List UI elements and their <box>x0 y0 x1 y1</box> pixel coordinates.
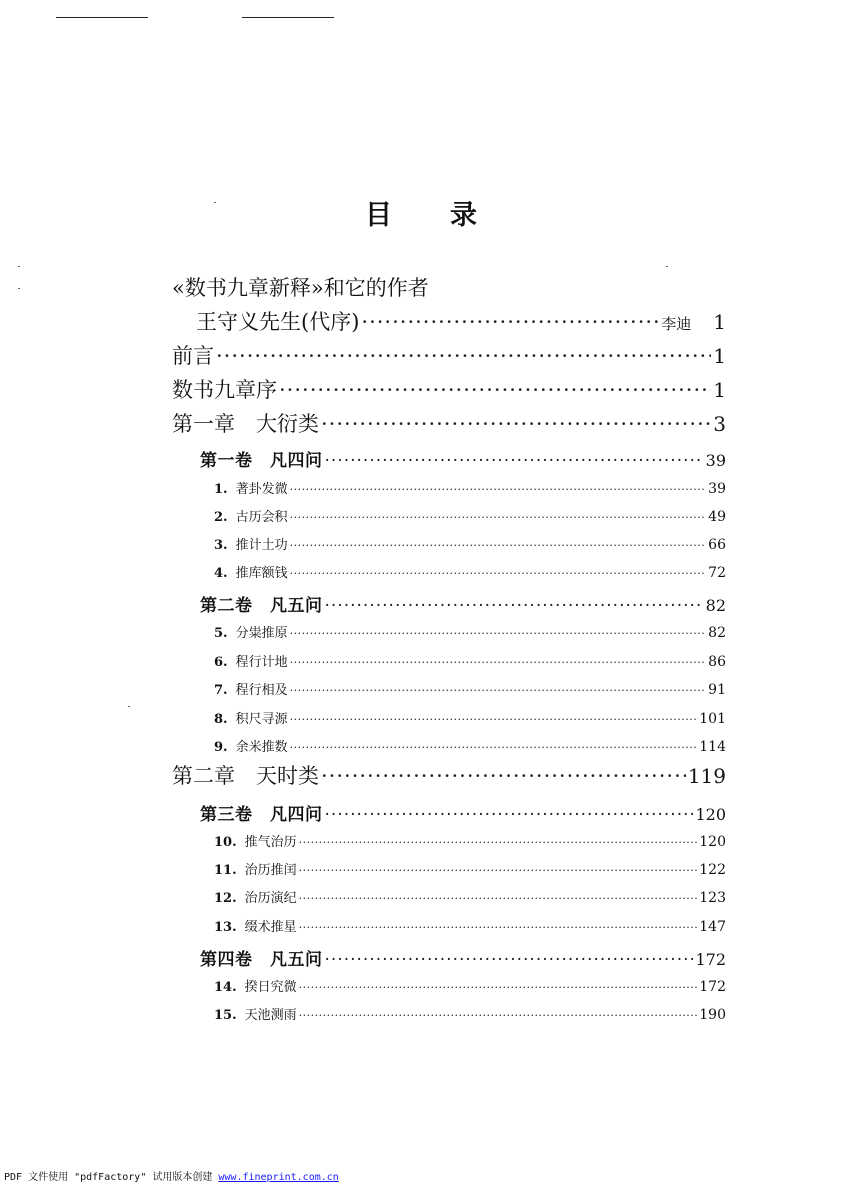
toc-page: 39 <box>705 451 726 470</box>
toc-item[interactable] <box>214 887 726 907</box>
toc-label: 第一章 大衍类 <box>172 412 319 436</box>
leader-dots <box>290 713 698 726</box>
toc-page: 120 <box>699 834 726 850</box>
toc-page: 72 <box>708 565 726 581</box>
leader-dots <box>299 836 698 849</box>
leader-dots <box>290 567 707 580</box>
scan-speck <box>214 202 216 203</box>
item-number: 1. <box>214 482 228 497</box>
leader-dots <box>321 764 686 788</box>
toc-label: «数书九章新释»和它的作者 <box>172 276 429 300</box>
toc-label: 推计土功 <box>235 538 288 553</box>
toc-item[interactable] <box>214 916 726 936</box>
toc-item[interactable] <box>214 831 726 851</box>
toc-item[interactable] <box>214 859 726 879</box>
toc-label: 缀术推星 <box>244 920 297 935</box>
toc-page: 120 <box>695 805 726 824</box>
toc-page: 172 <box>695 950 726 969</box>
leader-dots <box>299 981 698 994</box>
toc-label: 数书九章序 <box>172 378 277 402</box>
leader-dots <box>299 921 698 934</box>
toc-volume-3[interactable] <box>200 800 726 824</box>
pdf-footer <box>4 1168 339 1183</box>
toc-item[interactable] <box>214 651 726 671</box>
toc-page: 123 <box>699 890 726 906</box>
item-number: 4. <box>214 566 228 581</box>
toc-item[interactable] <box>214 562 726 582</box>
scan-speck <box>18 266 20 267</box>
toc-page: 147 <box>699 919 726 935</box>
leader-dots <box>290 684 707 697</box>
toc-label: 第四卷 凡五问 <box>200 950 323 970</box>
item-number: 13. <box>214 920 237 935</box>
toc-label: 古历会积 <box>235 510 288 525</box>
item-number: 6. <box>214 655 228 670</box>
toc-page: 86 <box>708 654 726 670</box>
toc-label: 第二卷 凡五问 <box>200 596 323 616</box>
toc-page: 101 <box>699 711 726 727</box>
leader-dots <box>299 1009 698 1022</box>
footer-text: PDF 文件使用 "pdfFactory" 试用版本创建 <box>4 1172 219 1183</box>
toc-item[interactable] <box>214 976 726 996</box>
leader-dots <box>325 596 704 616</box>
toc-item[interactable] <box>214 708 726 728</box>
toc-preface-title[interactable] <box>172 272 726 302</box>
toc-page: 1 <box>713 344 726 368</box>
toc-item[interactable] <box>214 1004 726 1024</box>
leader-dots <box>299 892 698 905</box>
toc-chapter-1[interactable] <box>172 408 726 438</box>
leader-dots <box>325 950 694 970</box>
item-number: 9. <box>214 740 228 755</box>
leader-dots <box>216 344 711 368</box>
item-number: 5. <box>214 626 228 641</box>
leader-dots <box>325 451 704 471</box>
item-number: 2. <box>214 510 228 525</box>
toc-chapter-2[interactable] <box>172 760 726 790</box>
toc-label: 程行相及 <box>235 683 288 698</box>
leader-dots <box>290 656 707 669</box>
toc-label: 揆日究微 <box>244 980 297 995</box>
leader-dots <box>321 412 711 436</box>
toc-preface-entry[interactable] <box>196 306 726 336</box>
item-number: 14. <box>214 980 237 995</box>
toc-label: 推库额钱 <box>235 566 288 581</box>
toc-author: 李迪 <box>661 315 692 333</box>
scan-speck <box>128 706 130 707</box>
toc-item[interactable] <box>214 534 726 554</box>
toc-item[interactable] <box>214 478 726 498</box>
toc-page: 3 <box>713 412 726 436</box>
toc-page: 82 <box>705 596 726 615</box>
toc-volume-4[interactable] <box>200 945 726 969</box>
toc-label: 天池测雨 <box>244 1008 297 1023</box>
toc-page: 66 <box>708 537 726 553</box>
toc-label: 积尺寻源 <box>235 712 288 727</box>
toc-page: 122 <box>699 862 726 878</box>
leader-dots <box>290 539 707 552</box>
item-number: 7. <box>214 683 228 698</box>
toc-label: 第一卷 凡四问 <box>200 451 323 471</box>
toc-page: 91 <box>708 682 726 698</box>
item-number: 10. <box>214 835 237 850</box>
item-number: 12. <box>214 891 237 906</box>
leader-dots <box>299 864 698 877</box>
toc-label: 治历推闰 <box>244 863 297 878</box>
toc-label: 推气治历 <box>244 835 297 850</box>
leader-dots <box>325 805 694 825</box>
top-rule-left <box>56 17 148 18</box>
toc-page: 172 <box>699 979 726 995</box>
page-title: 目录 <box>365 200 535 231</box>
leader-dots <box>279 378 711 402</box>
leader-dots <box>290 483 707 496</box>
toc-page: 1 <box>713 378 726 402</box>
item-number: 3. <box>214 538 228 553</box>
toc-label: 前言 <box>172 344 214 368</box>
item-number: 8. <box>214 712 228 727</box>
scan-speck <box>666 266 668 267</box>
toc-volume-1[interactable] <box>200 446 726 470</box>
toc-page: 82 <box>708 625 726 641</box>
toc-item[interactable] <box>214 506 726 526</box>
top-rule-right <box>242 17 334 18</box>
scan-speck <box>18 288 20 289</box>
toc-page: 39 <box>708 481 726 497</box>
toc-item[interactable] <box>214 736 726 756</box>
toc-label: 第二章 天时类 <box>172 764 319 788</box>
toc-label: 王守义先生(代序) <box>196 310 360 334</box>
toc-label: 著卦发微 <box>235 482 288 497</box>
toc-page: 114 <box>699 739 726 755</box>
toc-page: 190 <box>699 1007 726 1023</box>
footer-link[interactable]: www.fineprint.com.cn <box>218 1172 339 1183</box>
toc-label: 程行计地 <box>235 655 288 670</box>
item-number: 15. <box>214 1008 237 1023</box>
toc-page: 119 <box>687 764 726 788</box>
leader-dots <box>290 627 707 640</box>
toc-page: 1 <box>713 310 726 334</box>
leader-dots <box>290 511 707 524</box>
leader-dots <box>361 310 659 334</box>
toc-page: 49 <box>708 509 726 525</box>
item-number: 11. <box>214 863 237 878</box>
toc-label: 分粜推原 <box>235 626 288 641</box>
toc-label: 治历演纪 <box>244 891 297 906</box>
toc-entry-original-preface[interactable] <box>172 374 726 404</box>
toc-item[interactable] <box>214 622 726 642</box>
leader-dots <box>290 741 698 754</box>
toc-label: 第三卷 凡四问 <box>200 805 323 825</box>
toc-volume-2[interactable] <box>200 591 726 615</box>
toc-item[interactable] <box>214 679 726 699</box>
toc-label: 余米推数 <box>235 740 288 755</box>
toc-entry-preface[interactable] <box>172 340 726 370</box>
